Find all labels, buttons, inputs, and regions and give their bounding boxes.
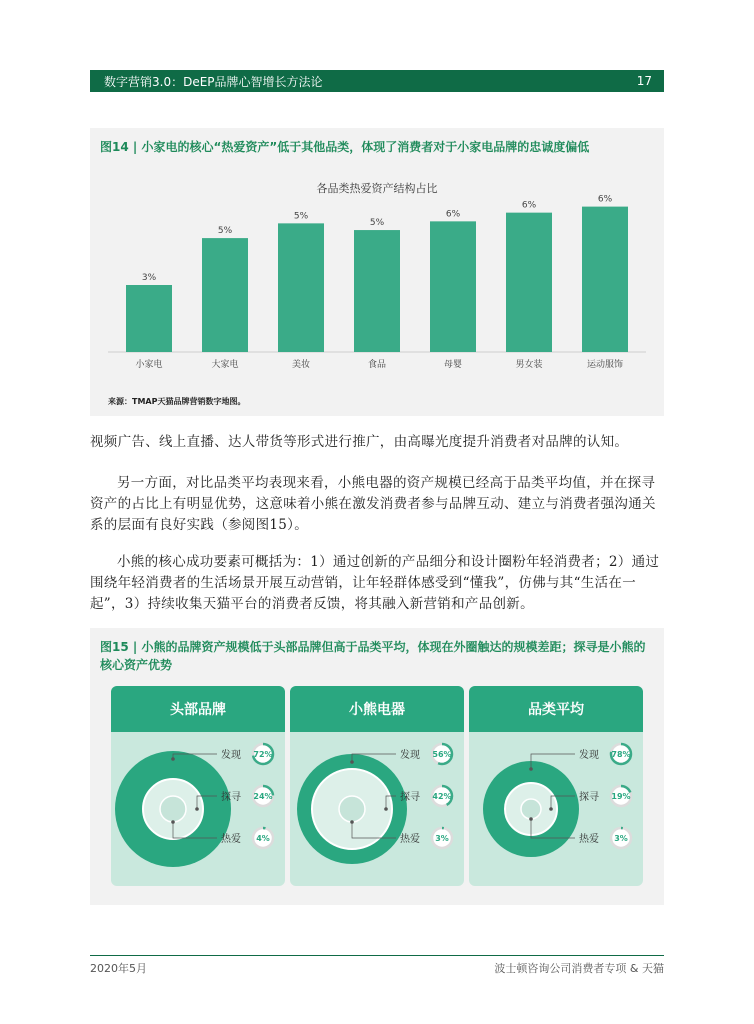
- leader-dot: [549, 807, 553, 811]
- category-label: 大家电: [211, 360, 239, 370]
- data-label: 3%: [141, 273, 157, 283]
- inner-circle: [339, 796, 365, 822]
- inner-circle: [521, 799, 541, 819]
- percent-label: 24%: [253, 792, 273, 801]
- percent-label: 19%: [611, 792, 631, 801]
- page-number: 17: [636, 74, 652, 88]
- asset-label: 探寻: [579, 792, 599, 803]
- asset-label: 热爱: [579, 834, 599, 845]
- data-label: 6%: [521, 200, 537, 211]
- asset-label: 探寻: [221, 792, 241, 803]
- data-label: 5%: [217, 226, 233, 237]
- running-header: [90, 70, 664, 92]
- category-label: 小家电: [135, 360, 163, 370]
- category-label: 运动服饰: [586, 360, 624, 370]
- asset-diagram-head-brand: [111, 732, 285, 886]
- asset-label: 发现: [221, 750, 241, 761]
- inner-circle: [160, 796, 186, 822]
- percent-label: 42%: [432, 792, 452, 801]
- card-bear: [290, 686, 464, 886]
- bar: [202, 238, 248, 352]
- percent-label: 56%: [432, 750, 452, 759]
- footer-divider: [90, 955, 664, 956]
- figure-14-source: 来源：TMAP天猫品牌营销数字地图。: [108, 397, 246, 406]
- bar: [506, 213, 552, 352]
- paragraph-1: 视频广告、线上直播、达人带货等形式进行推广，由高曝光度提升消费者对品牌的认知。: [90, 434, 629, 450]
- asset-label: 探寻: [400, 792, 420, 803]
- header-title: 数字营销3.0：DeEP品牌心智增长方法论: [104, 74, 323, 89]
- category-label: 母婴: [443, 360, 463, 370]
- bar: [582, 207, 628, 352]
- footer-publisher: 波士顿咨询公司消费者专项 & 天猫: [494, 962, 664, 975]
- asset-label: 热爱: [221, 834, 241, 845]
- leader-dot: [529, 817, 533, 821]
- category-label: 食品: [367, 360, 387, 370]
- asset-label: 发现: [400, 750, 420, 761]
- percent-label: 3%: [435, 834, 449, 843]
- category-label: 美妆: [291, 360, 311, 370]
- data-label: 5%: [293, 211, 309, 222]
- card-category-average: [469, 686, 643, 886]
- bar: [126, 285, 172, 352]
- figure-14-caption: 图14 | 小家电的核心“热爱资产”低于其他品类，体现了消费者对于小家电品牌的忠诚度偏低: [100, 140, 590, 154]
- asset-diagram-bear: [290, 732, 464, 886]
- card-title: 品类平均: [469, 686, 643, 732]
- asset-diagram-category-average: [469, 732, 643, 886]
- footer-date: 2020年5月: [90, 962, 147, 975]
- leader-dot: [529, 767, 533, 771]
- percent-label: 72%: [253, 750, 273, 759]
- category-label: 男女装: [515, 360, 543, 370]
- bar: [430, 221, 476, 352]
- percent-label: 4%: [256, 834, 270, 843]
- leader-dot: [350, 820, 354, 824]
- bar: [354, 230, 400, 352]
- leader-dot: [384, 807, 388, 811]
- leader-dot: [350, 760, 354, 764]
- percent-label: 3%: [614, 834, 628, 843]
- leader-dot: [195, 807, 199, 811]
- data-label: 5%: [369, 218, 385, 229]
- data-label: 6%: [445, 209, 461, 220]
- paragraph-2: 另一方面，对比品类平均表现来看，小熊电器的资产规模已经高于品类平均值，并在探寻资产的占比上有明显优势，这意味着小熊在激发消费者参与品牌互动、建立与消费者强沟通关系的层面有良好实践（参阅图15）。: [90, 475, 656, 533]
- asset-label: 发现: [579, 750, 599, 761]
- data-label: 6%: [597, 194, 613, 205]
- bar: [278, 223, 324, 352]
- chart-title: 各品类热爱资产结构占比: [316, 182, 438, 195]
- figure-15-caption: 图15 | 小熊的品牌资产规模低于头部品牌但高于品类平均，体现在外圈触达的规模差距；探寻是小熊的核心资产优势: [100, 640, 646, 672]
- card-head-brand: [111, 686, 285, 886]
- asset-label: 热爱: [400, 834, 420, 845]
- leader-dot: [171, 757, 175, 761]
- card-title: 小熊电器: [290, 686, 464, 732]
- paragraph-3: 小熊的核心成功要素可概括为：1）通过创新的产品细分和设计圈粉年轻消费者；2）通过围绕年轻消费者的生活场景开展互动营销，让年轻群体感受到“懂我”，仿佛与其“生活在一起”，3）持续收集天猫平台的消费者反馈，将其融入新营销和产品创新。: [90, 554, 660, 612]
- bar-chart: [90, 128, 664, 388]
- percent-label: 78%: [611, 750, 631, 759]
- figure-14: [90, 128, 664, 416]
- card-title: 头部品牌: [111, 686, 285, 732]
- leader-dot: [171, 820, 175, 824]
